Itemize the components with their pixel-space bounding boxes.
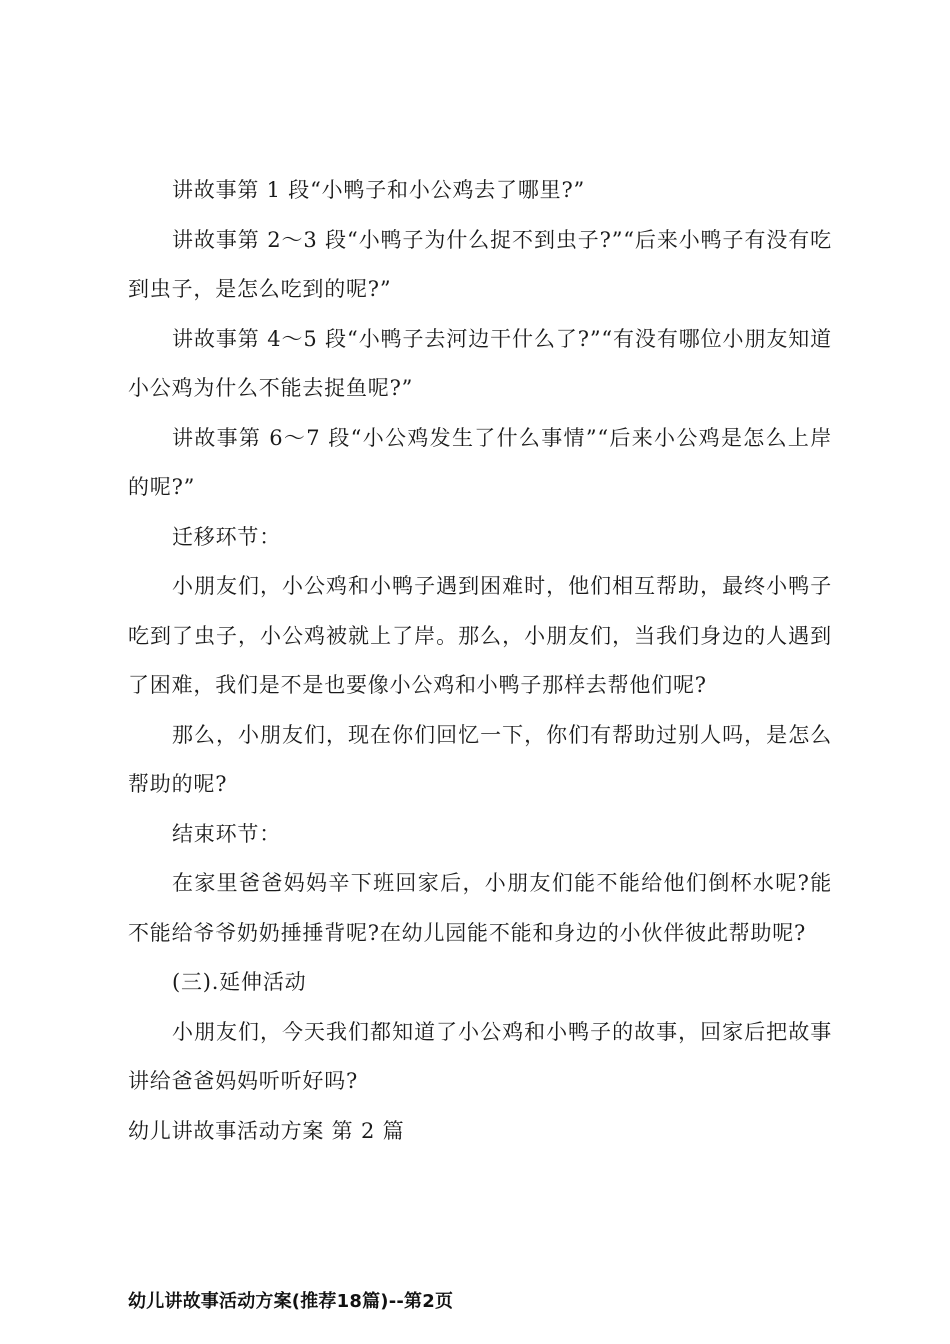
paragraph-extension-body: 小朋友们，今天我们都知道了小公鸡和小鸭子的故事，回家后把故事讲给爸爸妈妈听听好吗?	[128, 1019, 832, 1093]
paragraph-story-part-6-7: 讲故事第 6～7 段“小公鸡发生了什么事情”“后来小公鸡是怎么上岸的呢?”	[128, 425, 832, 499]
heading-closing-stage: 结束环节：	[172, 821, 281, 846]
paragraph-transfer-question: 那么，小朋友们，现在你们回忆一下，你们有帮助过别人吗，是怎么帮助的呢?	[128, 722, 832, 796]
page-footer: 幼儿讲故事活动方案(推荐18篇)--第2页	[128, 1291, 454, 1312]
heading-extension-activity: (三).延伸活动	[172, 970, 307, 994]
paragraph-story-part-4-5: 讲故事第 4～5 段“小鸭子去河边干什么了?”“有没有哪位小朋友知道小公鸡为什么不能去捉鱼呢?”	[128, 326, 832, 400]
paragraph-story-part-1: 讲故事第 1 段“小鸭子和小公鸡去了哪里?”	[172, 178, 586, 202]
paragraph-story-part-2-3: 讲故事第 2～3 段“小鸭子为什么捉不到虫子?”“后来小鸭子有没有吃到虫子，是怎么吃到的呢?”	[128, 227, 832, 301]
paragraph-transfer-body: 小朋友们，小公鸡和小鸭子遇到困难时，他们相互帮助，最终小鸭子吃到了虫子，小公鸡被就上了岸。那么，小朋友们，当我们身边的人遇到了困难，我们是不是也要像小公鸡和小鸭子那样去帮他们呢?	[128, 574, 832, 697]
paragraph-closing-body: 在家里爸爸妈妈辛下班回家后，小朋友们能不能给他们倒杯水呢?能不能给爷爷奶奶捶捶背呢?在幼儿园能不能和身边的小伙伴彼此帮助呢?	[128, 871, 832, 945]
heading-transfer-stage: 迁移环节：	[172, 524, 281, 549]
next-section-title: 幼儿讲故事活动方案 第 2 篇	[128, 1118, 405, 1143]
document-body	[128, 166, 832, 1156]
